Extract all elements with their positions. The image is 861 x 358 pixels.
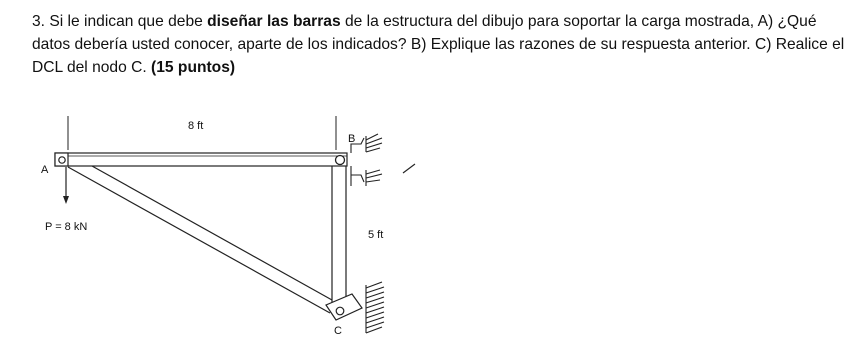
bar-ab [55,153,347,166]
pin-b [336,156,345,165]
reference-slope-line [403,164,415,173]
question-part-1: Si le indican que debe [45,13,208,30]
node-label-a: A [41,164,49,176]
load-arrow-p [63,167,69,204]
load-label-p: P = 8 kN [45,221,88,233]
node-label-c: C [334,325,342,337]
node-label-b: B [348,133,356,145]
question-number: 3. [32,13,46,30]
question-points: (15 puntos) [151,59,236,76]
dimension-label-right: 5 ft [368,229,384,241]
question-emphasis-design: diseñar las barras [207,13,341,30]
question-part-2: de la estructura del dibujo para soportar la carga mostrada, A) ¿Qué datos debería usted conocer, aparte de los indicados? B) Explique las razones de su respuesta anterior. C) Realice el DCL del nodo C. [32,13,845,76]
pin-a [55,153,68,166]
support-c-wall [366,282,384,333]
bar-ac [68,166,332,313]
support-b-upper [351,134,382,153]
dimension-label-top: 8 ft [188,120,204,132]
bar-bc [332,166,346,305]
support-b-lower [351,166,382,186]
